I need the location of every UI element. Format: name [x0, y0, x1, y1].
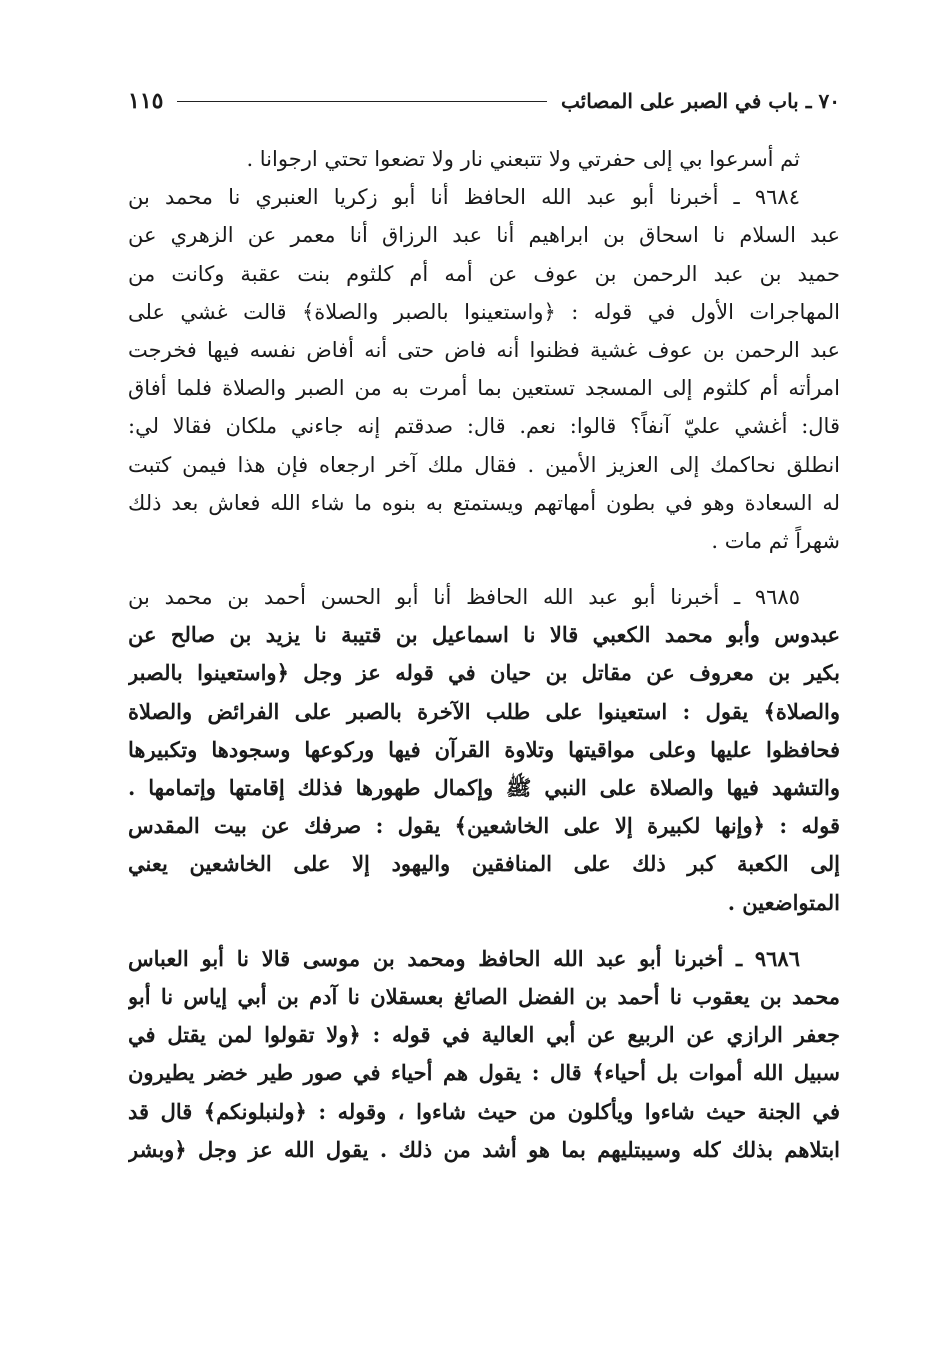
- text-line: قال: أغشي عليّ آنفاً؟ قالوا: نعم. قال: صدقتم إنه جاءني ملكان فقالا لي:: [128, 414, 840, 439]
- text-line: له السعادة وهو في بطون أمهاتهم ويستمتع به بنوه ما شاء الله فعاش بعد ذلك: [128, 490, 840, 515]
- text-line: ٩٦٨٦ ـ أخبرنا أبو عبد الله الحافظ ومحمد بن موسى قالا نا أبو العباس: [128, 945, 800, 971]
- text-line: بكير بن معروف عن مقاتل بن حيان في قوله عز وجل ﴿واستعينوا بالصبر: [128, 660, 840, 686]
- text-line: سبيل الله أموات بل أحياء﴾ قال : يقول هم أحياء في صور طير خضر يطيرون: [128, 1060, 840, 1086]
- text-line: جعفر الرازي عن الربيع عن أبي العالية في قوله : ﴿ولا تقولوا لمن يقتل في: [128, 1022, 840, 1048]
- text-line: شهراً ثم مات .: [711, 528, 840, 553]
- text-line: عبدوس وأبو محمد الكعبي قالا نا اسماعيل بن قتيبة نا يزيد بن صالح عن: [128, 622, 840, 648]
- paragraph-gap: [128, 922, 840, 940]
- text-line: والصلاة﴾ يقول : استعينوا على طلب الآخرة بالصبر على الفرائض والصلاة: [128, 698, 840, 724]
- chapter-title: ٧٠ ـ باب في الصبر على المصائب: [561, 89, 840, 113]
- paragraph-gap: [128, 560, 840, 578]
- text-line: امرأته أم كلثوم إلى المسجد تستعين بما أمرت به من الصبر والصلاة فلما أفاق: [128, 376, 840, 401]
- text-line: حميد بن عبد الرحمن بن عوف عن أمه أم كلثوم بنت عقبة وكانت من: [128, 261, 840, 286]
- text-line: ثم أسرعوا بي إلى حفرتي ولا تتبعني نار ولا تضعوا تحتي ارجوانا .: [246, 147, 800, 171]
- text-line: في الجنة حيث شاءوا ويأكلون من حيث شاءوا ، وقوله : ﴿ولنبلونكم﴾ قال قد: [128, 1098, 840, 1124]
- running-header: [128, 84, 840, 118]
- text-line: المتواضعين .: [727, 889, 840, 915]
- header-rule: [177, 101, 547, 102]
- text-line: ٩٦٨٤ ـ أخبرنا أبو عبد الله الحافظ أنا أبو زكريا العنبري نا محمد بن: [128, 185, 800, 210]
- text-line: محمد بن يعقوب نا أحمد بن الفضل الصائغ بعسقلان نا آدم بن أبي إياس نا أبو: [128, 983, 840, 1009]
- text-line: عبد الرحمن بن عوف غشية فظنوا أنه فاض حتى أنه أفاض نفسه فيها فخرجت: [128, 337, 840, 362]
- text-line: والتشهد فيها والصلاة على النبي ﷺ وإكمال طهورها فذلك إقامتها وإتمامها .: [128, 775, 840, 800]
- text-line: عبد السلام نا اسحاق بن ابراهيم أنا عبد الرزاق أنا معمر عن الزهري عن: [128, 223, 840, 248]
- text-line: المهاجرات الأول في قوله : ﴿واستعينوا بالصبر والصلاة﴾ قالت غشي على: [128, 299, 840, 324]
- text-line: قوله : ﴿وإنها لكبيرة إلا على الخاشعين﴾ يقول : صرفك عن بيت المقدس: [128, 813, 840, 839]
- page-number: ١١٥: [128, 88, 164, 114]
- page-body: [128, 140, 840, 1169]
- text-line: إلى الكعبة كبر ذلك على المنافقين واليهود إلا على الخاشعين يعني: [128, 851, 840, 877]
- text-line: ٩٦٨٥ ـ أخبرنا أبو عبد الله الحافظ أنا أبو الحسن أحمد بن محمد بن: [128, 585, 800, 610]
- text-line: ابتلاهم بذلك كله وسيبتليهم بما هو أشد من ذلك . يقول الله عز وجل ﴿وبشر: [128, 1136, 840, 1162]
- text-line: انطلق نحاكمك إلى العزيز الأمين . فقال ملك آخر ارجعاه فإن هذا فيمن كتبت: [128, 452, 840, 477]
- text-line: فحافظوا عليها وعلى مواقيتها وتلاوة القرآن فيها وركوعها وسجودها وتكبيرها: [128, 736, 840, 762]
